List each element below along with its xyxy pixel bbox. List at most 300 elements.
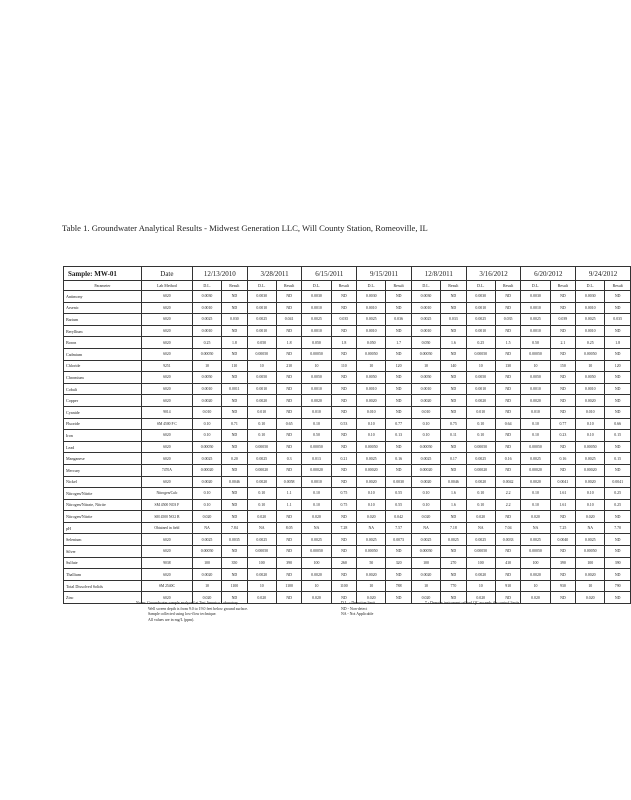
- table-row: [64, 476, 631, 488]
- result-cell: 0.3: [276, 453, 302, 465]
- dl-cell: 10: [302, 360, 331, 372]
- result-cell: 0.033: [441, 314, 467, 326]
- lab-method: 6020: [141, 291, 192, 303]
- result-cell: ND: [276, 441, 302, 453]
- dl-cell: 100: [192, 557, 221, 569]
- dl-cell: 0.00020: [466, 464, 495, 476]
- lab-method: 6020: [141, 325, 192, 337]
- dl-cell: 0.0010: [411, 383, 440, 395]
- dl-cell: 0.020: [411, 592, 440, 604]
- result-header: Result: [386, 281, 412, 291]
- dl-header: D.L.: [411, 281, 440, 291]
- table-row: [64, 580, 631, 592]
- lab-method: 6020: [141, 348, 192, 360]
- dl-cell: 0.0010: [521, 383, 550, 395]
- result-cell: ND: [386, 592, 412, 604]
- dl-cell: 0.0020: [466, 569, 495, 581]
- dl-cell: 0.10: [466, 418, 495, 430]
- lab-method: SM 2540C: [141, 580, 192, 592]
- result-cell: 1.8: [276, 337, 302, 349]
- result-cell: ND: [222, 546, 248, 558]
- dl-cell: 0.00050: [411, 441, 440, 453]
- dl-cell: 0.0025: [521, 453, 550, 465]
- result-cell: ND: [495, 348, 521, 360]
- result-cell: ND: [441, 325, 467, 337]
- dl-cell: 10: [576, 580, 605, 592]
- dl-cell: 0.00050: [466, 441, 495, 453]
- result-cell: ND: [331, 569, 357, 581]
- dl-cell: 0.0020: [357, 395, 386, 407]
- parameter-name: Cadmium: [64, 348, 142, 360]
- dl-cell: 0.00050: [466, 348, 495, 360]
- result-cell: 0.11: [441, 430, 467, 442]
- dl-cell: 0.0010: [576, 383, 605, 395]
- dl-cell: 10: [466, 580, 495, 592]
- dl-cell: 0.0010: [247, 302, 276, 314]
- dl-header: D.L.: [302, 281, 331, 291]
- dl-cell: 0.0010: [411, 325, 440, 337]
- result-cell: ND: [276, 302, 302, 314]
- dl-cell: 0.0025: [357, 534, 386, 546]
- dl-cell: 0.0020: [411, 476, 440, 488]
- table-row: [64, 546, 631, 558]
- result-cell: ND: [276, 430, 302, 442]
- result-cell: ND: [550, 372, 576, 384]
- dl-cell: 0.020: [576, 511, 605, 523]
- qc-footnote: * - Denotes instrument related QC exceeds the control limits.: [425, 601, 521, 605]
- dl-cell: 0.10: [466, 499, 495, 511]
- result-cell: 0.75: [331, 488, 357, 500]
- parameter-name: Boron: [64, 337, 142, 349]
- dl-cell: 0.0025: [357, 453, 386, 465]
- dl-cell: 0.0050: [247, 372, 276, 384]
- results-table-wrapper: [63, 266, 624, 604]
- dl-cell: 0.050: [247, 337, 276, 349]
- lab-method: 9038: [141, 557, 192, 569]
- result-cell: ND: [550, 348, 576, 360]
- dl-cell: 0.0010: [302, 302, 331, 314]
- dl-cell: 0.00050: [357, 348, 386, 360]
- result-cell: 120: [605, 360, 631, 372]
- result-cell: 350: [222, 557, 248, 569]
- dl-cell: 0.00050: [576, 348, 605, 360]
- result-cell: ND: [550, 325, 576, 337]
- table-row: [64, 337, 631, 349]
- lab-method: SM 4500 NO3 F: [141, 499, 192, 511]
- result-cell: 1.8: [605, 337, 631, 349]
- dl-cell: 0.0020: [247, 476, 276, 488]
- result-cell: ND: [550, 383, 576, 395]
- result-cell: ND: [331, 383, 357, 395]
- dl-cell: 0.10: [411, 499, 440, 511]
- result-cell: ND: [550, 406, 576, 418]
- result-cell: 7.04: [495, 522, 521, 534]
- result-cell: 1100: [276, 580, 302, 592]
- result-cell: ND: [331, 325, 357, 337]
- dl-cell: 10: [521, 580, 550, 592]
- result-cell: 1.6: [441, 488, 467, 500]
- dl-cell: 0.010: [411, 406, 440, 418]
- result-cell: 0.15: [605, 430, 631, 442]
- result-cell: 0.16: [550, 453, 576, 465]
- dl-cell: 0.00050: [521, 441, 550, 453]
- result-cell: ND: [605, 291, 631, 303]
- result-cell: ND: [331, 534, 357, 546]
- lab-method: 9251: [141, 360, 192, 372]
- table-row: [64, 511, 631, 523]
- table-row: [64, 348, 631, 360]
- dl-cell: 0.0025: [466, 534, 495, 546]
- parameter-name: Sulfate: [64, 557, 142, 569]
- dl-cell: 0.10: [192, 499, 221, 511]
- dl-cell: 100: [247, 557, 276, 569]
- dl-cell: 0.00020: [302, 464, 331, 476]
- result-cell: 0.0046: [441, 476, 467, 488]
- dl-cell: 0.0020: [521, 476, 550, 488]
- dl-cell: 0.10: [247, 430, 276, 442]
- parameter-name: Chromium: [64, 372, 142, 384]
- dl-cell: 0.020: [247, 511, 276, 523]
- dl-cell: 0.0025: [192, 453, 221, 465]
- dl-cell: 0.00050: [247, 348, 276, 360]
- dl-cell: 0.0025: [247, 314, 276, 326]
- result-cell: ND: [441, 441, 467, 453]
- result-cell: ND: [605, 406, 631, 418]
- dl-cell: 0.0010: [192, 325, 221, 337]
- result-cell: ND: [386, 383, 412, 395]
- lab-method: 6020: [141, 337, 192, 349]
- result-cell: 260: [331, 557, 357, 569]
- dl-cell: 0.0050: [521, 372, 550, 384]
- dl-cell: 0.020: [466, 511, 495, 523]
- result-cell: 0.15: [605, 453, 631, 465]
- dl-header: D.L.: [357, 281, 386, 291]
- result-cell: 0.0025: [441, 534, 467, 546]
- dl-cell: 100: [466, 557, 495, 569]
- result-cell: 790: [605, 580, 631, 592]
- parameter-name: Cyanide: [64, 406, 142, 418]
- dl-cell: 0.0010: [357, 383, 386, 395]
- dl-cell: 0.0010: [192, 302, 221, 314]
- dl-cell: 10: [192, 580, 221, 592]
- table-row: [64, 453, 631, 465]
- result-cell: 930: [550, 580, 576, 592]
- dl-cell: 0.0025: [576, 534, 605, 546]
- parameter-name: Zinc: [64, 592, 142, 604]
- result-cell: ND: [495, 383, 521, 395]
- result-cell: ND: [441, 592, 467, 604]
- dl-cell: 0.020: [192, 511, 221, 523]
- lab-method: 6020: [141, 314, 192, 326]
- dl-cell: 0.25: [466, 337, 495, 349]
- dl-cell: 0.0025: [357, 314, 386, 326]
- dl-cell: 0.010: [466, 406, 495, 418]
- dl-cell: 0.0020: [192, 395, 221, 407]
- result-cell: 0.77: [386, 418, 412, 430]
- result-cell: ND: [276, 569, 302, 581]
- result-cell: ND: [276, 395, 302, 407]
- result-cell: 7.70: [605, 522, 631, 534]
- result-cell: 1.61: [550, 499, 576, 511]
- result-cell: ND: [222, 511, 248, 523]
- date-header: 3/16/2012: [466, 267, 521, 281]
- dl-cell: 0.0025: [411, 534, 440, 546]
- result-cell: ND: [331, 395, 357, 407]
- dl-cell: 0.013: [302, 453, 331, 465]
- result-cell: 410: [495, 557, 521, 569]
- dl-cell: 0.0025: [521, 534, 550, 546]
- result-cell: 1.6: [441, 337, 467, 349]
- dl-cell: 0.10: [247, 418, 276, 430]
- dl-cell: 0.00050: [192, 546, 221, 558]
- result-cell: 0.55: [386, 499, 412, 511]
- parameter-name: Selenium: [64, 534, 142, 546]
- result-cell: ND: [441, 348, 467, 360]
- dl-cell: 0.10: [411, 488, 440, 500]
- legend-block: [341, 601, 375, 618]
- dl-cell: 0.10: [521, 499, 550, 511]
- dl-cell: 0.00050: [192, 441, 221, 453]
- lab-method: Nitrogen/Calc: [141, 488, 192, 500]
- dl-cell: 0.050: [411, 337, 440, 349]
- dl-header: D.L.: [247, 281, 276, 291]
- dl-cell: 0.00020: [247, 464, 276, 476]
- dl-cell: 0.0010: [576, 302, 605, 314]
- dl-cell: 100: [302, 557, 331, 569]
- result-cell: 0.23: [550, 430, 576, 442]
- dl-cell: 0.0020: [521, 569, 550, 581]
- dl-cell: 0.10: [521, 488, 550, 500]
- result-cell: ND: [441, 569, 467, 581]
- result-cell: ND: [222, 302, 248, 314]
- dl-cell: 0.10: [411, 430, 440, 442]
- column-header-row: [64, 281, 631, 291]
- dl-cell: 100: [521, 557, 550, 569]
- results-table-body: [64, 291, 631, 604]
- result-cell: ND: [495, 441, 521, 453]
- dl-cell: 0.25: [576, 337, 605, 349]
- parameter-header: Parameter: [64, 281, 142, 291]
- dl-cell: 0.50: [302, 430, 331, 442]
- dl-cell: 0.0020: [247, 569, 276, 581]
- dl-cell: 0.0025: [302, 314, 331, 326]
- result-cell: ND: [441, 372, 467, 384]
- dl-cell: NA: [466, 522, 495, 534]
- dl-cell: 0.10: [466, 488, 495, 500]
- dl-cell: 0.10: [247, 499, 276, 511]
- dl-cell: 0.0010: [466, 302, 495, 314]
- table-row: [64, 383, 631, 395]
- result-cell: ND: [386, 464, 412, 476]
- lab-method: 6020: [141, 302, 192, 314]
- legend-line: NA - Not Applicable: [341, 612, 374, 617]
- dl-cell: 0.0020: [466, 395, 495, 407]
- table-row: [64, 291, 631, 303]
- dl-cell: 0.00050: [302, 348, 331, 360]
- result-cell: ND: [605, 511, 631, 523]
- dl-cell: 0.010: [576, 406, 605, 418]
- result-cell: 270: [441, 557, 467, 569]
- lab-method: 6020: [141, 453, 192, 465]
- result-cell: ND: [222, 488, 248, 500]
- lab-method: 6020: [141, 546, 192, 558]
- result-cell: 1.7: [386, 337, 412, 349]
- dl-cell: 0.0010: [411, 302, 440, 314]
- legend-line: D.L. - Detection limit: [341, 601, 375, 605]
- lab-method: 6020: [141, 372, 192, 384]
- result-cell: ND: [222, 430, 248, 442]
- parameter-name: Manganese: [64, 453, 142, 465]
- result-cell: ND: [276, 406, 302, 418]
- result-cell: 0.25: [605, 488, 631, 500]
- dl-cell: 0.0020: [302, 569, 331, 581]
- dl-cell: 0.0020: [357, 476, 386, 488]
- dl-cell: 0.00050: [466, 546, 495, 558]
- dl-cell: 0.0010: [247, 383, 276, 395]
- dl-cell: 0.0010: [521, 302, 550, 314]
- parameter-name: Iron: [64, 430, 142, 442]
- result-cell: 390: [550, 557, 576, 569]
- result-cell: ND: [495, 464, 521, 476]
- dl-cell: 10: [521, 360, 550, 372]
- dl-cell: 0.0010: [466, 383, 495, 395]
- dl-cell: 0.10: [521, 418, 550, 430]
- dl-cell: 100: [576, 557, 605, 569]
- date-header-row: [64, 267, 631, 281]
- result-cell: 110: [222, 360, 248, 372]
- result-cell: 0.75: [441, 418, 467, 430]
- dl-cell: 0.0050: [411, 372, 440, 384]
- dl-cell: 10: [411, 360, 440, 372]
- result-cell: ND: [222, 464, 248, 476]
- dl-cell: 10: [302, 580, 331, 592]
- result-cell: 0.0033: [495, 534, 521, 546]
- result-cell: ND: [386, 325, 412, 337]
- result-cell: ND: [276, 383, 302, 395]
- table-row: [64, 499, 631, 511]
- result-cell: ND: [495, 546, 521, 558]
- dl-cell: 0.0050: [192, 372, 221, 384]
- dl-cell: 0.0010: [521, 325, 550, 337]
- result-cell: ND: [222, 325, 248, 337]
- result-cell: 0.21: [331, 453, 357, 465]
- result-cell: ND: [441, 302, 467, 314]
- result-cell: ND: [222, 441, 248, 453]
- dl-cell: 0.10: [302, 418, 331, 430]
- result-header: Result: [222, 281, 248, 291]
- result-cell: 0.0041: [550, 476, 576, 488]
- dl-cell: 0.00020: [411, 464, 440, 476]
- dl-cell: 0.00050: [357, 441, 386, 453]
- result-cell: 0.64: [495, 418, 521, 430]
- parameter-name: Silver: [64, 546, 142, 558]
- dl-cell: 0.0010: [192, 383, 221, 395]
- result-cell: 0.20: [222, 453, 248, 465]
- result-cell: 770: [441, 580, 467, 592]
- dl-cell: 0.0010: [302, 383, 331, 395]
- result-cell: ND: [495, 406, 521, 418]
- lab-method: 6020: [141, 569, 192, 581]
- result-cell: ND: [550, 546, 576, 558]
- result-cell: 0.71: [222, 418, 248, 430]
- result-cell: ND: [276, 348, 302, 360]
- method-header: Lab Method: [141, 281, 192, 291]
- result-cell: ND: [605, 372, 631, 384]
- result-cell: 0.17: [441, 453, 467, 465]
- dl-cell: NA: [357, 522, 386, 534]
- parameter-name: Fluoride: [64, 418, 142, 430]
- result-cell: ND: [222, 499, 248, 511]
- lab-method: 6020: [141, 592, 192, 604]
- dl-cell: 0.0010: [247, 325, 276, 337]
- result-cell: ND: [495, 325, 521, 337]
- result-cell: 7.18: [441, 522, 467, 534]
- result-cell: 0.0073: [386, 534, 412, 546]
- result-cell: 0.035: [605, 314, 631, 326]
- dl-cell: 0.00050: [411, 546, 440, 558]
- result-cell: 1.1: [276, 488, 302, 500]
- result-cell: 0.030: [222, 314, 248, 326]
- dl-header: D.L.: [576, 281, 605, 291]
- dl-cell: 0.00050: [302, 546, 331, 558]
- dl-cell: 0.00050: [411, 348, 440, 360]
- dl-cell: 10: [247, 360, 276, 372]
- dl-cell: 0.0020: [521, 395, 550, 407]
- result-cell: ND: [441, 464, 467, 476]
- result-cell: ND: [386, 569, 412, 581]
- dl-cell: 0.0020: [576, 569, 605, 581]
- result-cell: 390: [605, 557, 631, 569]
- result-cell: ND: [605, 534, 631, 546]
- dl-cell: 0.10: [302, 488, 331, 500]
- result-cell: 0.035: [331, 314, 357, 326]
- parameter-name: Thallium: [64, 569, 142, 581]
- legend-line: ND - Non-detect: [341, 606, 368, 611]
- result-cell: 1.5: [495, 337, 521, 349]
- result-cell: ND: [222, 291, 248, 303]
- dl-cell: 0.0030: [192, 291, 221, 303]
- result-cell: 0.75: [331, 499, 357, 511]
- dl-cell: NA: [521, 522, 550, 534]
- result-cell: 7.25: [550, 522, 576, 534]
- result-cell: ND: [331, 372, 357, 384]
- dl-cell: 0.10: [357, 430, 386, 442]
- parameter-name: Arsenic: [64, 302, 142, 314]
- dl-cell: 0.00050: [247, 441, 276, 453]
- parameter-name: Beryllium: [64, 325, 142, 337]
- dl-cell: 10: [411, 580, 440, 592]
- dl-cell: 10: [576, 360, 605, 372]
- result-cell: ND: [386, 291, 412, 303]
- result-cell: ND: [605, 325, 631, 337]
- result-cell: 2.1: [550, 337, 576, 349]
- result-cell: ND: [331, 302, 357, 314]
- dl-cell: 0.0020: [466, 476, 495, 488]
- result-cell: ND: [495, 592, 521, 604]
- dl-cell: 0.0020: [411, 569, 440, 581]
- note-line: Notes: Groundwater sample analyzed at Test America Laboratory.: [136, 601, 239, 605]
- dl-cell: 0.020: [576, 592, 605, 604]
- result-header: Result: [331, 281, 357, 291]
- dl-cell: NA: [247, 522, 276, 534]
- date-header: 6/20/2012: [521, 267, 576, 281]
- dl-cell: 10: [357, 580, 386, 592]
- result-cell: ND: [276, 592, 302, 604]
- parameter-name: Antimony: [64, 291, 142, 303]
- table-row: [64, 534, 631, 546]
- result-cell: ND: [495, 569, 521, 581]
- result-cell: 0.0041: [605, 476, 631, 488]
